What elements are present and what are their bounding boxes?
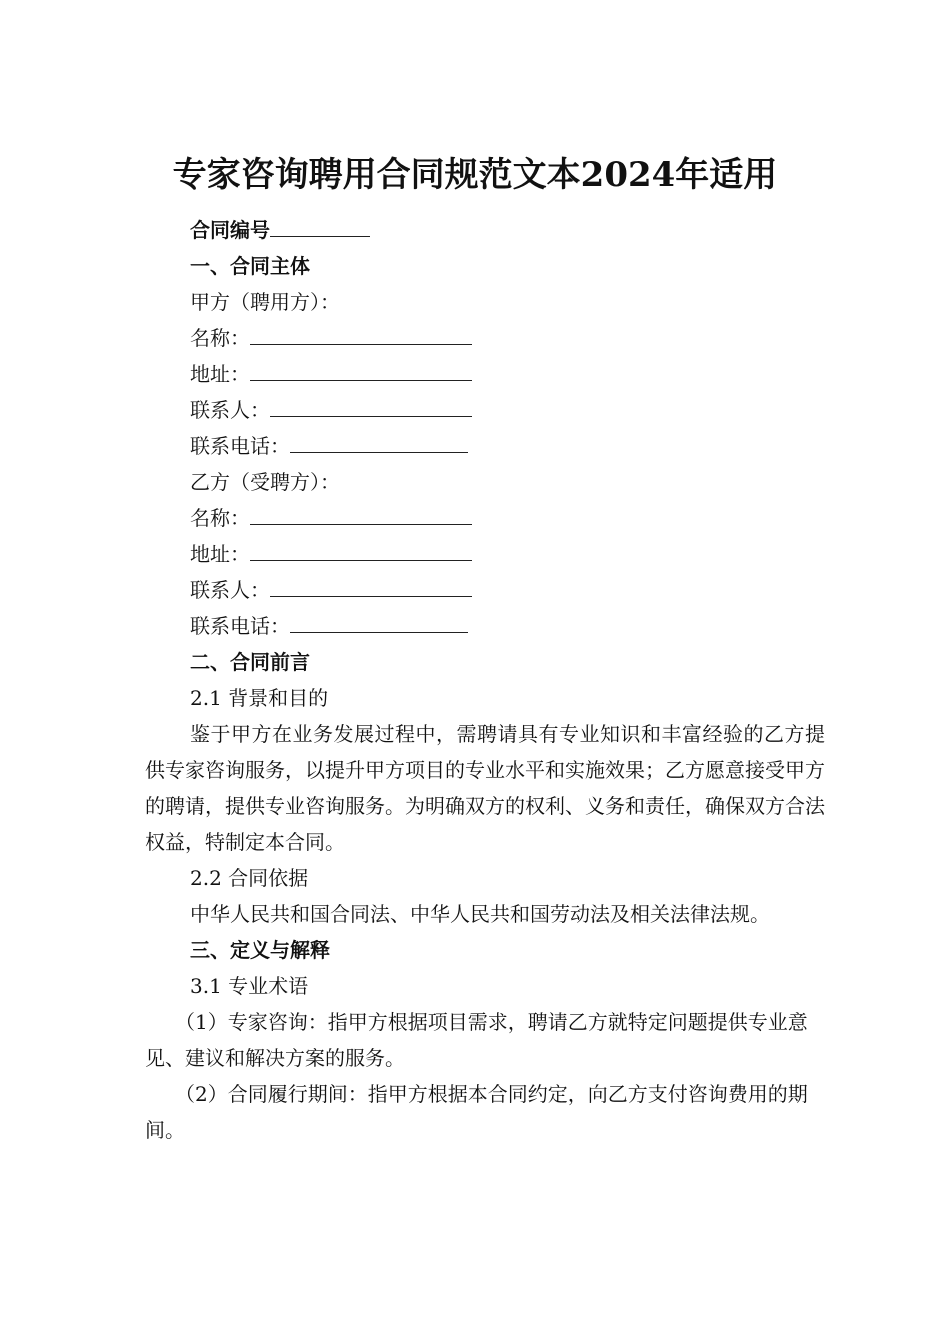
section-3-1-title: 3.1 专业术语 xyxy=(190,974,309,998)
party-b-phone-line xyxy=(145,608,825,644)
party-b-label: 乙方（受聘方）： xyxy=(190,470,340,494)
party-b-address-blank[interactable] xyxy=(250,538,472,561)
section-2-heading: 二、合同前言 xyxy=(190,650,310,674)
section-2-1-title: 2.1 背景和目的 xyxy=(190,686,329,710)
contract-number-blank[interactable] xyxy=(270,214,370,237)
contract-number-line xyxy=(145,212,825,248)
party-a-name-line xyxy=(145,320,825,356)
definition-item-2: （2）合同履行期间：指甲方根据本合同约定，向乙方支付咨询费用的期间。 xyxy=(145,1082,808,1142)
party-b-contact-line xyxy=(145,572,825,608)
party-a-contact-line xyxy=(145,392,825,428)
party-b-phone-blank[interactable] xyxy=(290,610,468,633)
party-a-address-line xyxy=(145,356,825,392)
party-a-phone-line xyxy=(145,428,825,464)
definition-item-1: （1）专家咨询：指甲方根据项目需求，聘请乙方就特定问题提供专业意见、建议和解决方案的服务。 xyxy=(145,1010,808,1070)
party-a-contact-blank[interactable] xyxy=(270,394,472,417)
party-a-address-label: 地址： xyxy=(190,362,250,386)
document-title: 专家咨询聘用合同规范文本2024年适用 xyxy=(172,155,778,195)
party-a-name-label: 名称： xyxy=(190,326,250,350)
section-2-2-text: 中华人民共和国合同法、中华人民共和国劳动法及相关法律法规。 xyxy=(190,902,770,926)
party-b-address-label: 地址： xyxy=(190,542,250,566)
party-a-contact-label: 联系人： xyxy=(190,398,270,422)
section-2-1-text: 鉴于甲方在业务发展过程中，需聘请具有专业知识和丰富经验的乙方提供专家咨询服务，以提升甲方项目的专业水平和实施效果；乙方愿意接受甲方的聘请，提供专业咨询服务。为明确双方的权利、义务和责任，确保双方合法权益，特制定本合同。 xyxy=(145,722,825,854)
party-b-contact-blank[interactable] xyxy=(270,574,472,597)
party-a-name-blank[interactable] xyxy=(250,322,472,345)
party-a-phone-label: 联系电话： xyxy=(190,434,290,458)
party-b-contact-label: 联系人： xyxy=(190,578,270,602)
party-b-name-blank[interactable] xyxy=(250,502,472,525)
section-3-heading: 三、定义与解释 xyxy=(190,938,330,962)
party-b-phone-label: 联系电话： xyxy=(190,614,290,638)
party-b-name-label: 名称： xyxy=(190,506,250,530)
party-b-name-line xyxy=(145,500,825,536)
party-b-address-line xyxy=(145,536,825,572)
document-body xyxy=(145,212,825,1148)
section-2-2-title: 2.2 合同依据 xyxy=(190,866,309,890)
party-a-address-blank[interactable] xyxy=(250,358,472,381)
contract-number-label: 合同编号 xyxy=(190,218,270,242)
section-1-heading: 一、合同主体 xyxy=(190,254,310,278)
party-a-phone-blank[interactable] xyxy=(290,430,468,453)
party-a-label: 甲方（聘用方）： xyxy=(190,290,340,314)
